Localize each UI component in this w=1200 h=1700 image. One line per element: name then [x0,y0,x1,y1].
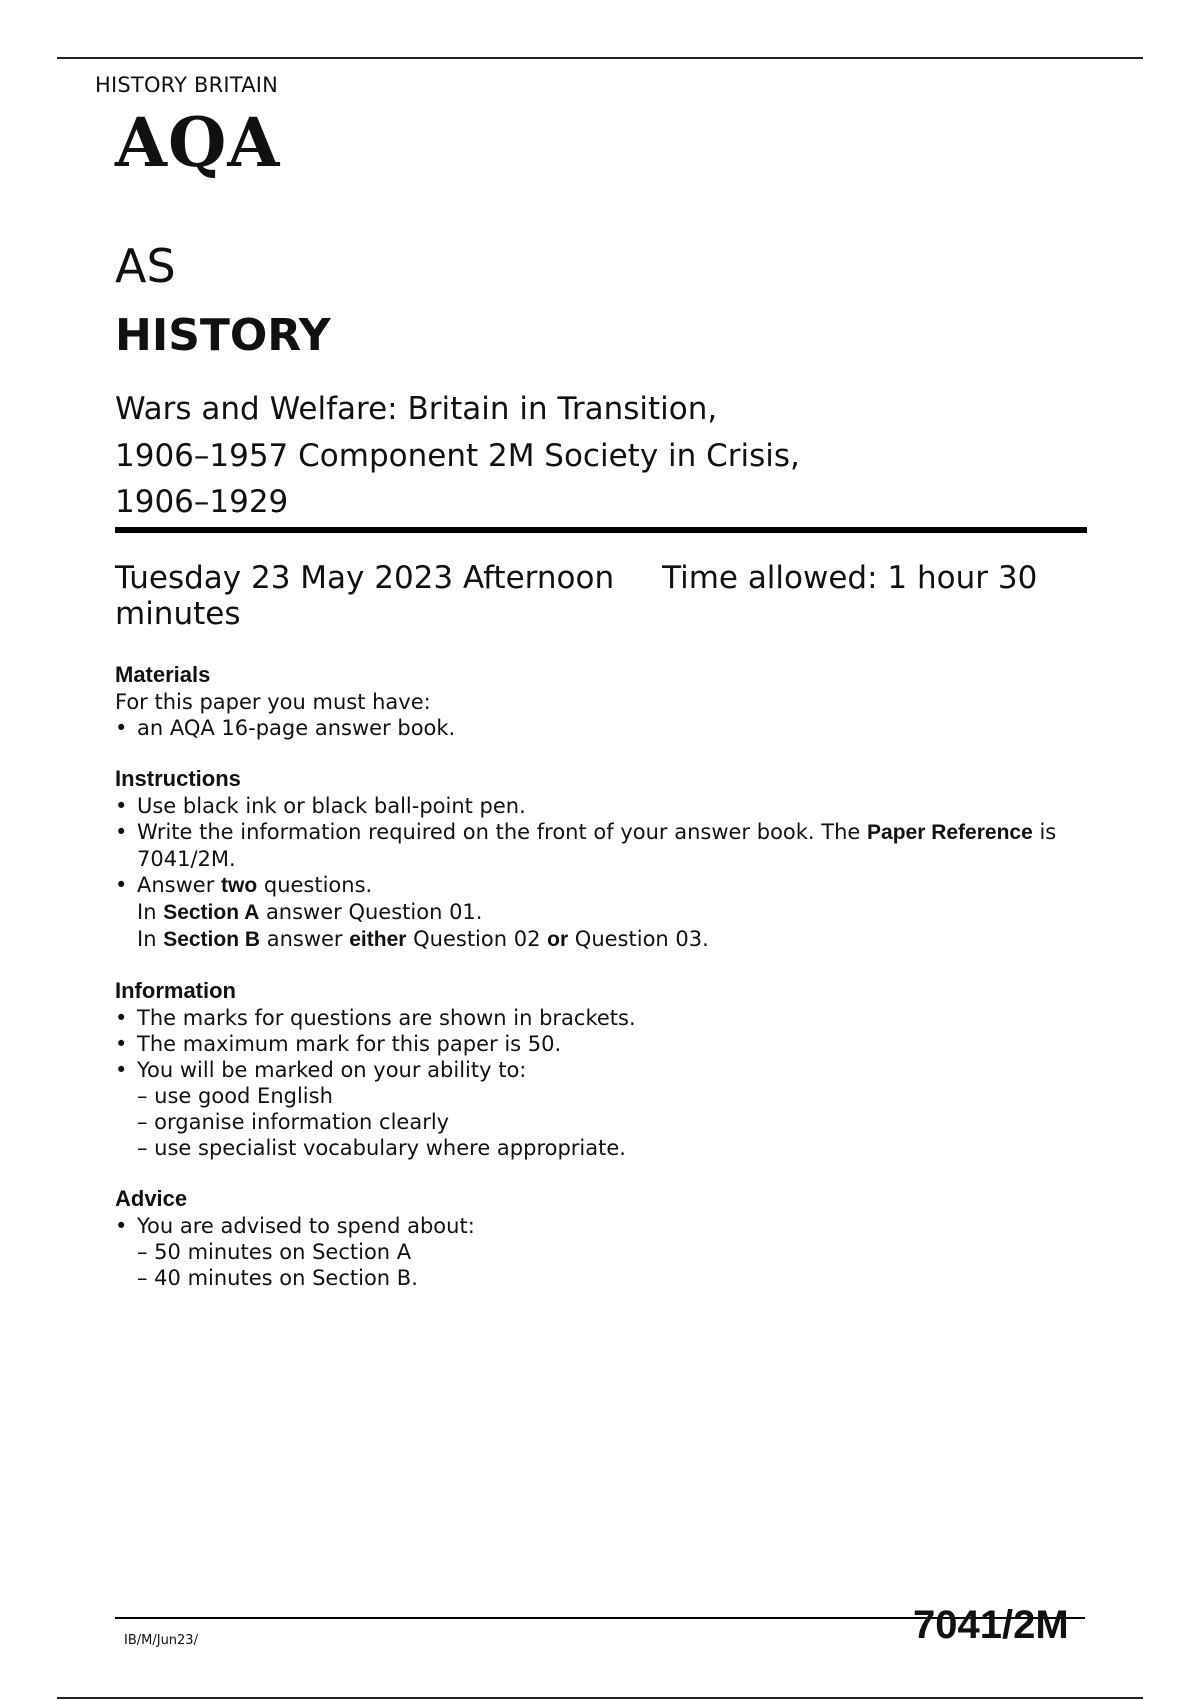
qualification-level: AS [115,239,176,293]
information-item: • The marks for questions are shown in brackets. [115,1005,1075,1031]
information-subitem: – use good English [137,1084,333,1108]
date-time-line [115,560,1075,632]
instruction-item: • Use black ink or black ball-point pen. [115,793,1075,819]
time-allowed: Time allowed: 1 hour 30 minutes [115,560,1038,632]
materials-item: • an AQA 16-page answer book. [115,715,1075,741]
header-label: HISTORY BRITAIN [95,73,279,97]
front-cover-sections [115,661,1075,1315]
advice-subitem: – 50 minutes on Section A [137,1240,412,1264]
section-a-line: In Section A answer Question 01. [137,900,483,924]
advice-section [115,1185,1075,1291]
instructions-heading: Instructions [115,766,241,791]
information-subitem: – organise information clearly [137,1110,450,1134]
paper-title-line: 1906–1929 [115,484,289,520]
information-subitem: – use specialist vocabulary where appropriate. [137,1136,626,1160]
advice-subitem: – 40 minutes on Section B. [137,1266,418,1290]
title-divider [115,527,1087,533]
bottom-rule [57,1697,1143,1699]
information-item: • The maximum mark for this paper is 50. [115,1031,1075,1057]
paper-title [115,386,995,526]
section-b-line: In Section B answer either Question 02 or Question 03. [137,927,709,951]
footer-reference: IB/M/Jun23/ [124,1633,198,1648]
instruction-item: • Answer two questions. In Section A answer Question 01. In Section B answer either Question 02 or Question 03. [115,872,1075,953]
information-item: • You will be marked on your ability to: – use good English – organise information clearly – use specialist vocabulary where appropriate. [115,1057,1075,1161]
advice-heading: Advice [115,1186,188,1211]
materials-heading: Materials [115,662,211,687]
instructions-section [115,765,1075,953]
paper-code: 7041/2M [913,1603,1069,1647]
information-heading: Information [115,978,236,1003]
paper-title-line: 1906–1957 Component 2M Society in Crisis, [115,437,800,474]
paper-title-line: Wars and Welfare: Britain in Transition, [115,391,718,427]
aqa-logo: AQA [115,103,281,182]
materials-intro: For this paper you must have: [115,690,431,714]
instruction-item: • Write the information required on the front of your answer book. The Paper Reference is 7041/2M. [115,819,1075,872]
top-rule [57,57,1143,59]
advice-item: • You are advised to spend about: – 50 minutes on Section A – 40 minutes on Section B. [115,1213,1075,1291]
subject-title: HISTORY [115,310,331,361]
exam-date: Tuesday 23 May 2023 Afternoon [115,560,615,596]
materials-section [115,661,1075,741]
information-section [115,977,1075,1161]
